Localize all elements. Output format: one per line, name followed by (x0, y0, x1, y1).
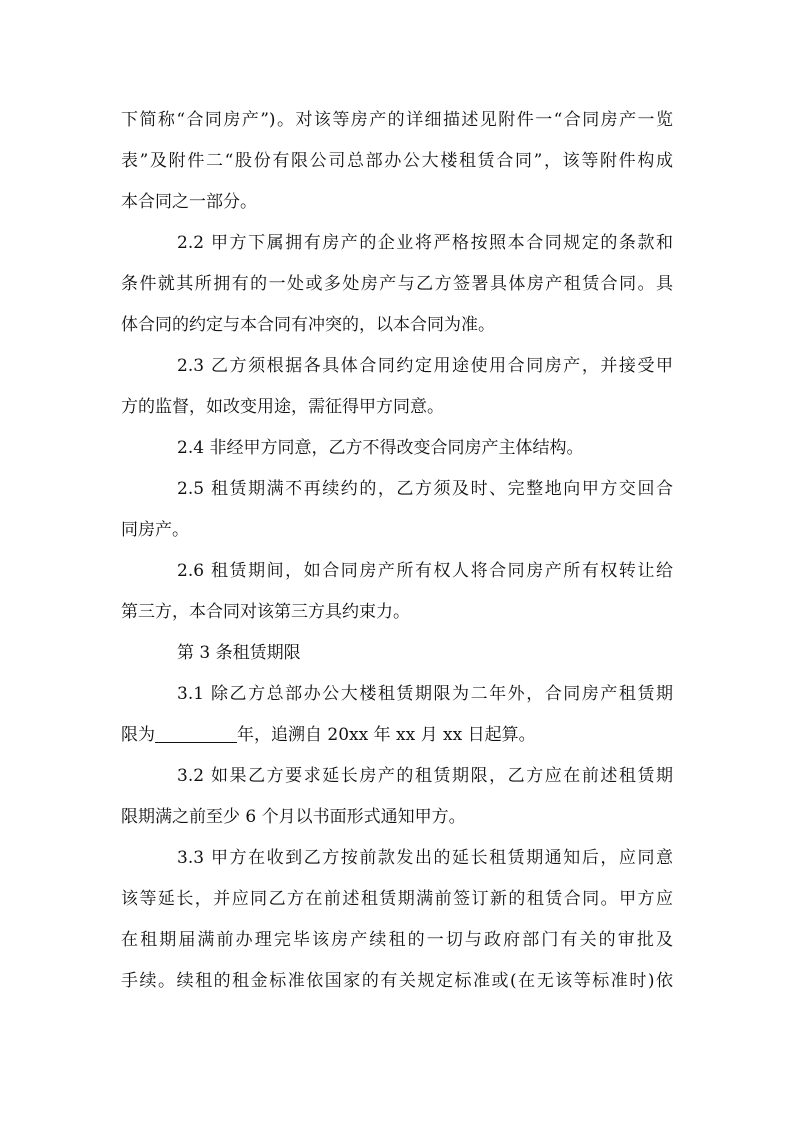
clause-2-4: 2.4 非经甲方同意，乙方不得改变合同房产主体结构。 (177, 438, 584, 458)
text-line: 条件就其所拥有的一处或多处房产与乙方签署具体房产租赁合同。具 (121, 274, 673, 294)
term-line (121, 715, 673, 756)
text-line: 手续。续租的租金标准依国家的有关规定标准或(在无该等标准时)依 (121, 971, 673, 991)
text-line: 限期满之前至少 6 个月以书面形式通知甲方。 (121, 807, 466, 827)
clause-3-1: 3.1 除乙方总部办公大楼租赁期限为二年外，合同房产租赁期 (177, 684, 673, 704)
text-line: 表”及附件二“股份有限公司总部办公大楼租赁合同”，该等附件构成 (121, 151, 673, 171)
clause-2-6: 2.6 租赁期间，如合同房产所有权人将合同房产所有权转让给 (177, 561, 673, 581)
text-line: 体合同的约定与本合同有冲突的，以本合同为准。 (121, 315, 495, 335)
section-heading-article-3: 第 3 条租赁期限 (177, 643, 301, 663)
text-line: 本合同之一部分。 (121, 192, 257, 212)
clause-2-5: 2.5 租赁期满不再续约的，乙方须及时、完整地向甲方交回合 (177, 479, 673, 499)
clause-3-3: 3.3 甲方在收到乙方按前款发出的延长租赁期通知后，应同意 (177, 848, 673, 868)
clause-3-2: 3.2 如果乙方要求延长房产的租赁期限，乙方应在前述租赁期 (177, 766, 673, 786)
text-line: 该等延长，并应同乙方在前述租赁期满前签订新的租赁合同。甲方应 (121, 889, 673, 909)
document-body (121, 100, 673, 1002)
term-line-prefix: 限为 (121, 725, 155, 745)
clause-2-3: 2.3 乙方须根据各具体合同约定用途使用合同房产，并接受甲 (177, 356, 673, 376)
term-line-suffix: 年，追溯自 20xx 年 xx 月 xx 日起算。 (237, 725, 536, 745)
text-line: 在租期届满前办理完毕该房产续租的一切与政府部门有关的审批及 (121, 930, 673, 950)
text-line: 下简称“合同房产”)。对该等房产的详细描述见附件一“合同房产一览 (121, 110, 673, 130)
text-line: 方的监督，如改变用途，需征得甲方同意。 (121, 397, 444, 417)
text-line: 第三方，本合同对该第三方具约束力。 (121, 602, 410, 622)
term-blank-field (155, 724, 237, 743)
text-line: 同房产。 (121, 520, 189, 540)
clause-2-2: 2.2 甲方下属拥有房产的企业将严格按照本合同规定的条款和 (177, 233, 673, 253)
